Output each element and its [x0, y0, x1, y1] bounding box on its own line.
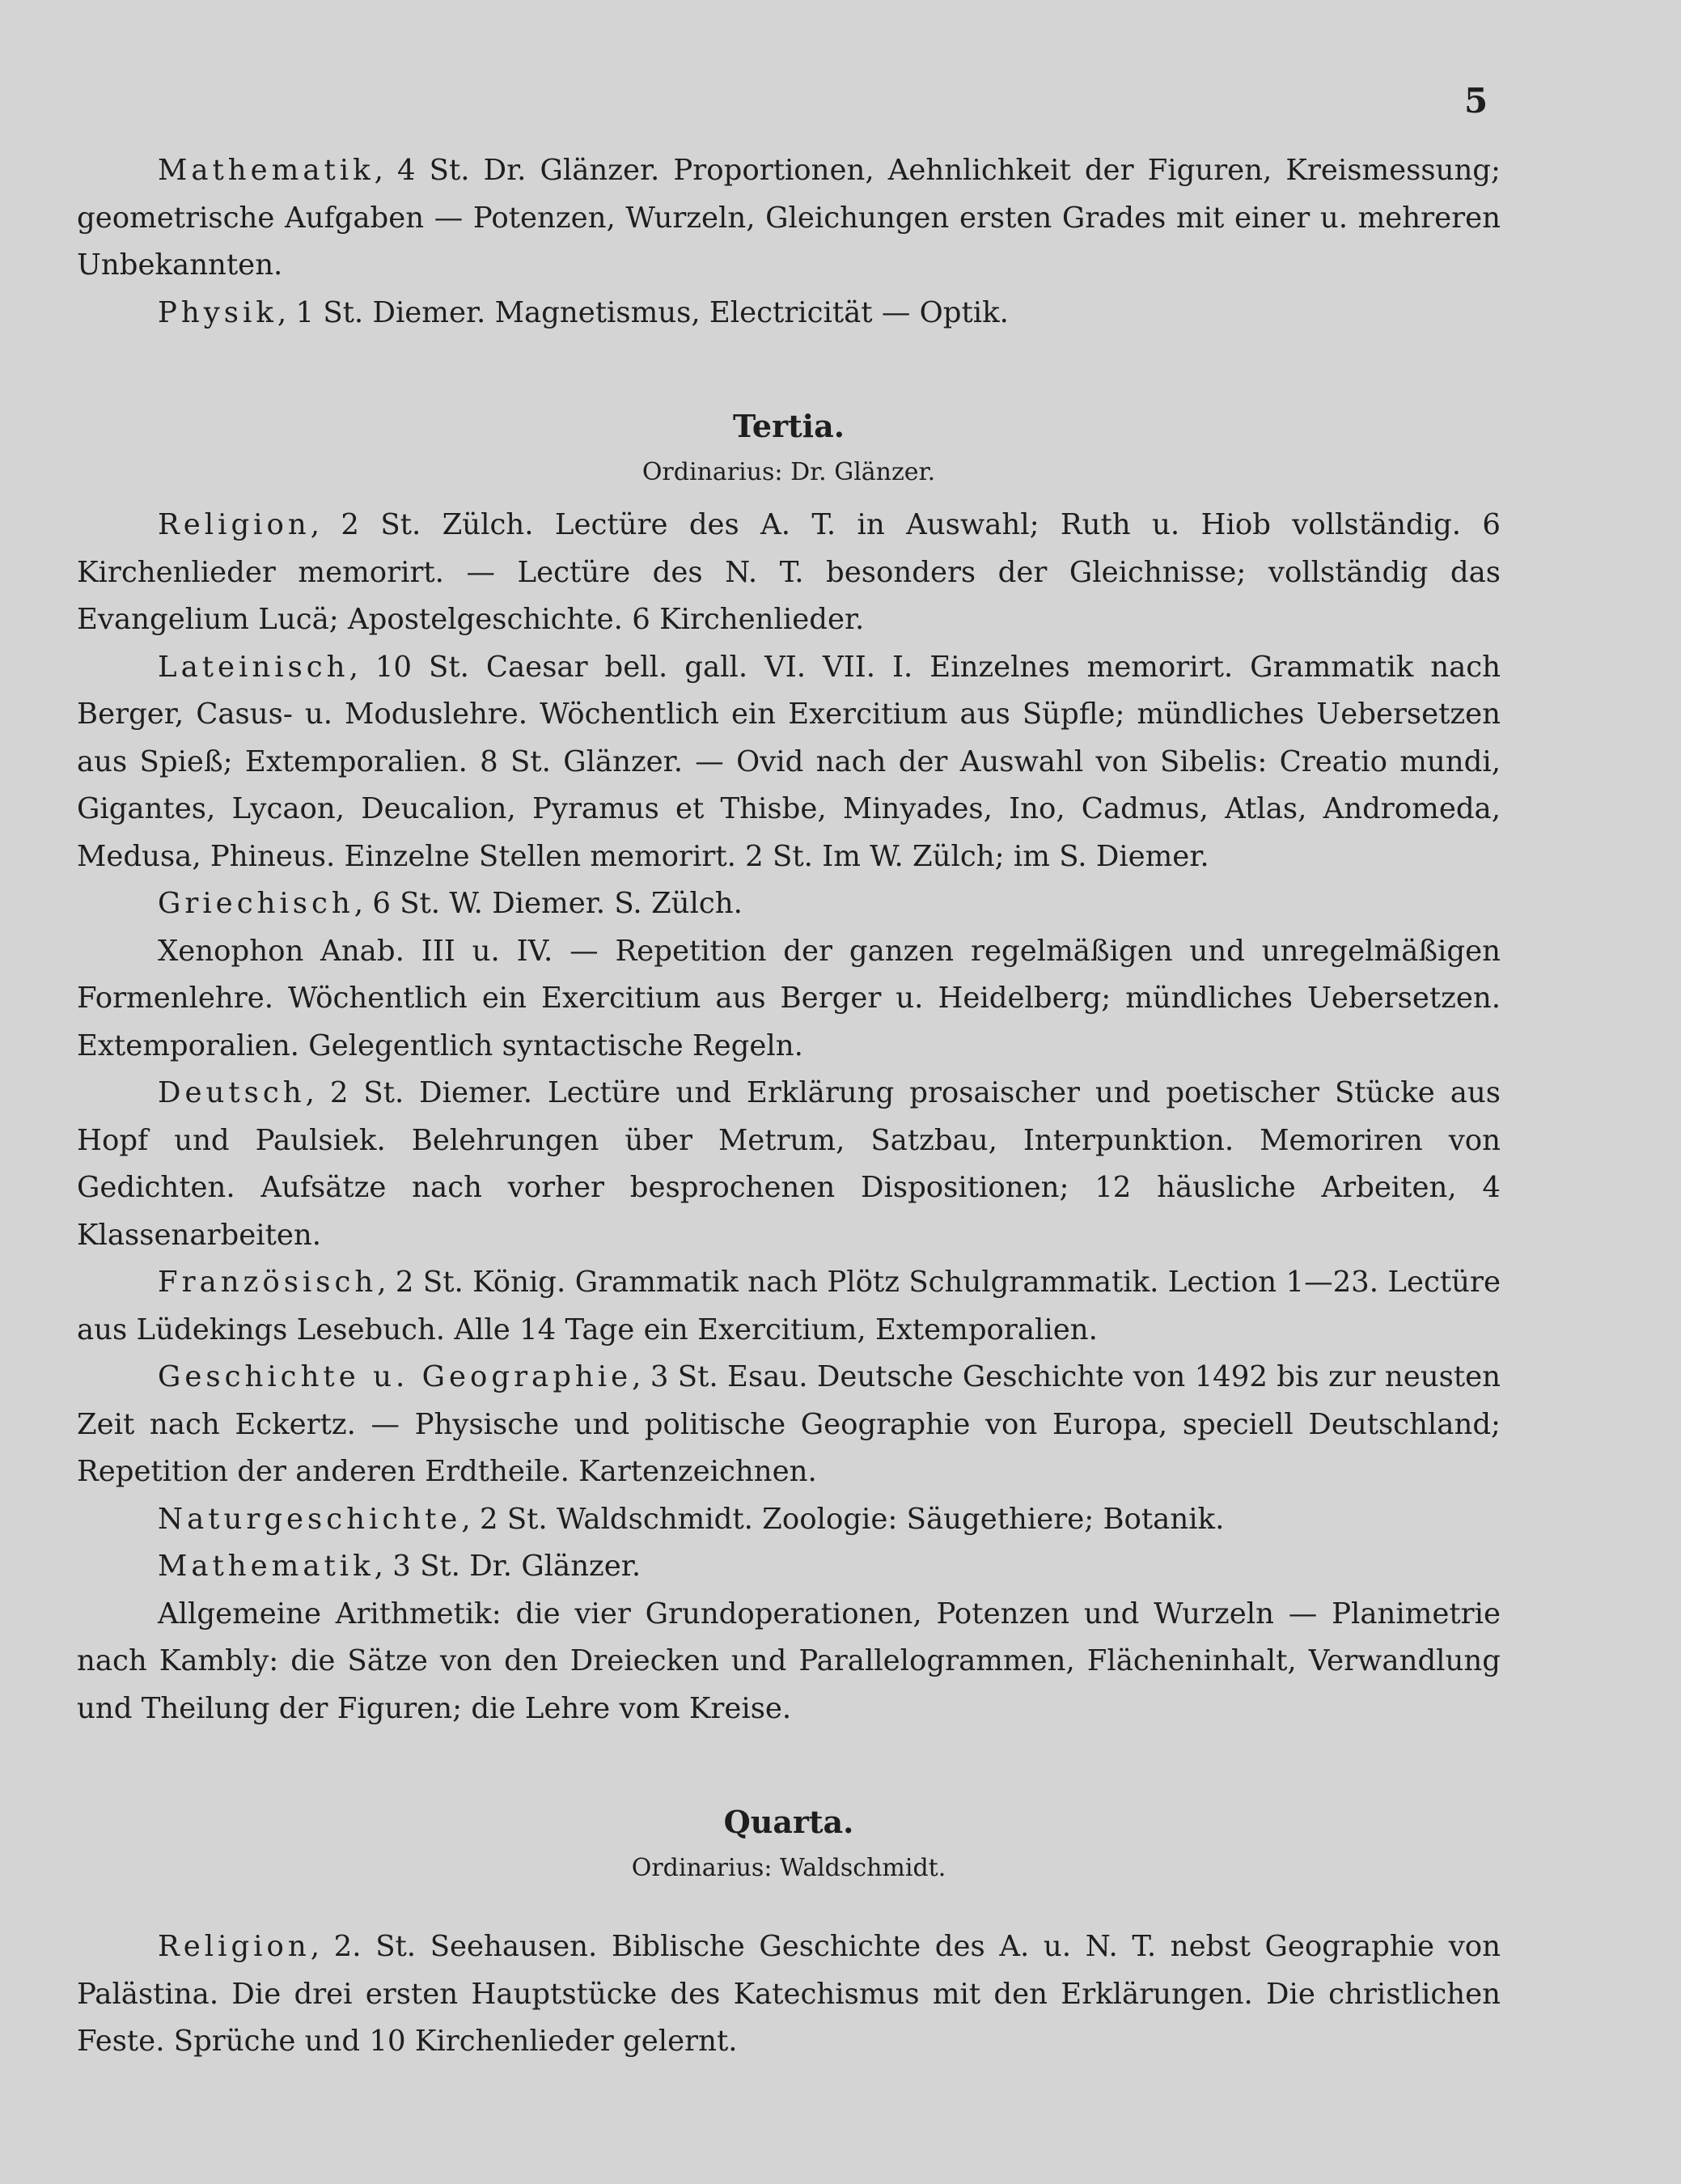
paragraph-physik — [77, 290, 1501, 337]
subject-heading: Geschichte u. Geographie — [158, 1360, 633, 1393]
paragraph-text: , 2 St. Waldschmidt. Zoologie: Säugethiere; Botanik. — [461, 1502, 1225, 1536]
section-quarta — [77, 1799, 1501, 2066]
paragraph-lateinisch — [77, 644, 1501, 881]
spacer — [77, 1891, 1501, 1923]
section-spacer — [77, 337, 1501, 403]
section-tertia — [77, 403, 1501, 1732]
intro-section — [77, 147, 1501, 337]
paragraph-text: Allgemeine Arithmetik: die vier Grundoperationen, Potenzen und Wurzeln — Planimetrie nach Kambly: die Sätze von den Dreiecken und Parallelogrammen, Flächeninhalt, Verwandlung und Theilung der Figuren; die Lehre vom Kreise. — [77, 1597, 1501, 1725]
subject-heading: Lateinisch — [158, 650, 349, 684]
paragraph-text: , 4 St. Dr. Glänzer. Proportionen, Aehnlichkeit der Figuren, Kreismessung; geometrische Aufgaben — Potenzen, Wurzeln, Gleichungen ersten Grades mit einer u. mehreren Unbekannten. — [77, 154, 1501, 282]
subject-heading: Mathematik — [158, 154, 375, 187]
paragraph-griechisch-content — [77, 928, 1501, 1071]
paragraph-text: , 6 St. W. Diemer. S. Zülch. — [354, 887, 743, 920]
paragraph-mathematik — [77, 1543, 1501, 1591]
subject-heading: Physik — [158, 295, 277, 329]
section-title-tertia: Tertia. — [733, 408, 845, 444]
paragraph-text: , 3 St. Dr. Glänzer. — [374, 1550, 641, 1583]
paragraph-text: , 1 St. Diemer. Magnetismus, Electricität — Optik. — [277, 295, 1009, 329]
paragraph-text: , 10 St. Caesar bell. gall. VI. VII. I. Einzelnes memorirt. Grammatik nach Berger, Casus- u. Moduslehre. Wöchentlich ein Exercitium aus Süpfle; mündliches Uebersetzen aus Spieß; Extemporalien. 8 St. Glänzer. — Ovid nach der Auswahl von Sibelis: Creatio mundi, Gigantes, Lycaon, Deucalion, Pyramus et Thisbe, Minyades, Ino, Cadmus, Atlas, Andromeda, Medusa, Phineus. Einzelne Stellen memorirt. 2 St. Im W. Zülch; im S. Diemer. — [77, 650, 1501, 873]
paragraph-religion-quarta — [77, 1923, 1501, 2066]
paragraph-text: , 2. St. Seehausen. Biblische Geschichte des A. u. N. T. nebst Geographie von Palästina. Die drei ersten Hauptstücke des Katechismus mit den Erklärungen. Die christlichen Feste. Sprüche und 10 Kirchenlieder gelernt. — [77, 1930, 1501, 2058]
subject-heading: Deutsch — [158, 1076, 306, 1109]
paragraph-griechisch — [77, 880, 1501, 928]
paragraph-franzoesisch — [77, 1259, 1501, 1354]
subject-heading: Griechisch — [158, 887, 354, 920]
ordinarius-quarta: Ordinarius: Waldschmidt. — [631, 1854, 946, 1882]
paragraph-text: , 2 St. Zülch. Lectüre des A. T. in Auswahl; Ruth u. Hiob vollständig. 6 Kirchenlieder memorirt. — Lectüre des N. T. besonders der Gleichnisse; vollständig das Evangelium Lucä; Apostelgeschichte. 6 Kirchenlieder. — [77, 508, 1501, 636]
subject-heading: Religion — [158, 508, 311, 541]
subject-heading: Religion — [158, 1930, 311, 1963]
paragraph-text: , 2 St. König. Grammatik nach Plötz Schulgrammatik. Lection 1—23. Lectüre aus Lüdekings Lesebuch. Alle 14 Tage ein Exercitium, Extemporalien. — [77, 1266, 1501, 1346]
paragraph-deutsch — [77, 1070, 1501, 1259]
paragraph-text: Xenophon Anab. III u. IV. — Repetition der ganzen regelmäßigen und unregelmäßigen Formenlehre. Wöchentlich ein Exercitium aus Berger u. Heidelberg; mündliches Uebersetzen. Extemporalien. Gelegentlich syntactische Regeln. — [77, 934, 1501, 1062]
subject-heading: Französisch — [158, 1266, 378, 1299]
paragraph-mathematik-secunda — [77, 147, 1501, 290]
paragraph-text: , 2 St. Diemer. Lectüre und Erklärung prosaischer und poetischer Stücke aus Hopf und Paulsiek. Belehrungen über Metrum, Satzbau, Interpunktion. Memoriren von Gedichten. Aufsätze nach vorher besprochenen Dispositionen; 12 häusliche Arbeiten, 4 Klassenarbeiten. — [77, 1076, 1501, 1252]
page-number: 5 — [1464, 81, 1488, 121]
subject-heading: Naturgeschichte — [158, 1502, 462, 1536]
section-spacer — [77, 1732, 1501, 1799]
section-title-quarta: Quarta. — [723, 1804, 854, 1840]
ordinarius-tertia: Ordinarius: Dr. Glänzer. — [641, 458, 936, 486]
spacer — [77, 495, 1501, 502]
paragraph-text: , 3 St. Esau. Deutsche Geschichte von 1492 bis zur neusten Zeit nach Eckertz. — Physische und politische Geographie von Europa, speciell Deutschland; Repetition der anderen Erdtheile. Kartenzeichnen. — [77, 1360, 1501, 1488]
paragraph-religion — [77, 502, 1501, 644]
paragraph-geschichte — [77, 1354, 1501, 1496]
paragraph-naturgeschichte — [77, 1496, 1501, 1544]
paragraph-mathematik-content — [77, 1591, 1501, 1733]
page-content — [77, 147, 1501, 2066]
subject-heading: Mathematik — [158, 1550, 375, 1583]
